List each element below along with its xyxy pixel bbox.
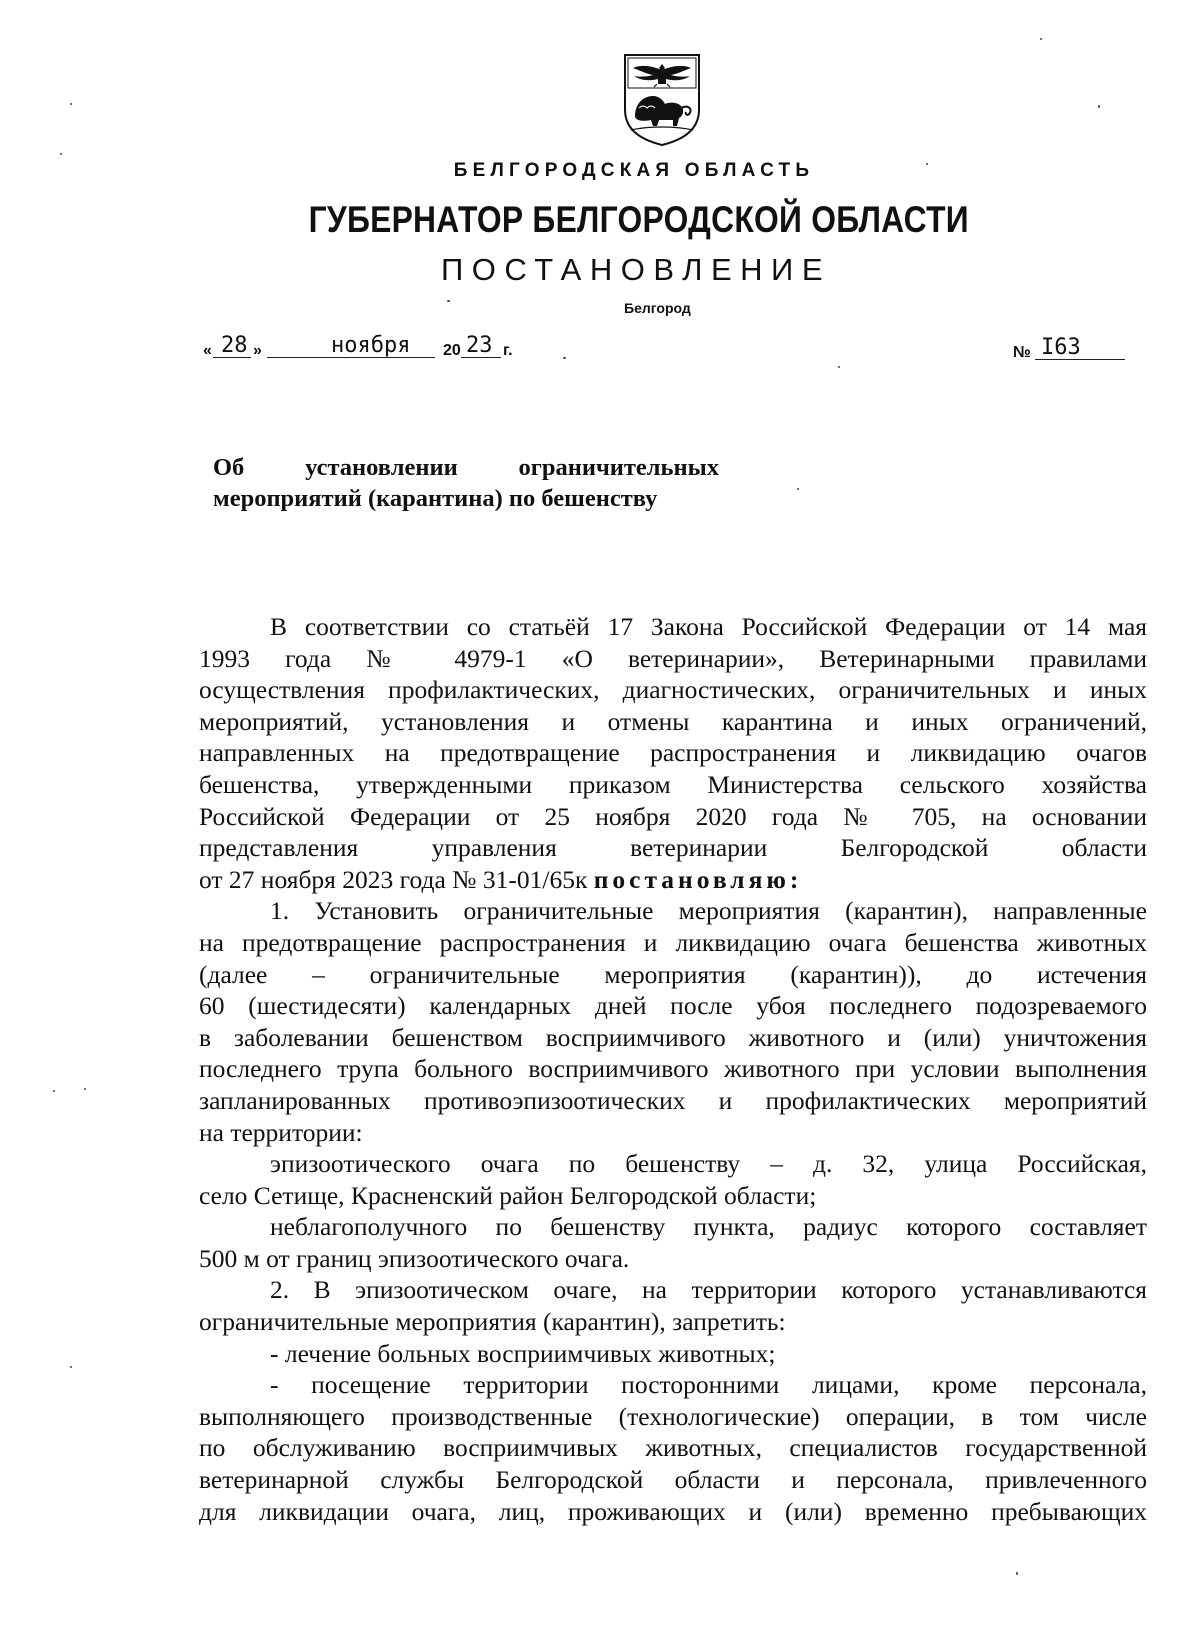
scan-speck — [60, 153, 62, 155]
body-line: осуществления профилактических, диагностических, ограничительных и иных — [199, 675, 1147, 705]
scan-speck — [563, 357, 566, 359]
scan-speck — [1040, 38, 1042, 40]
body-line: эпизоотического очага по бешенству – д. 32, улица Российская, — [270, 1149, 1147, 1179]
body-line: выполняющего производственные (технологические) операции, в том числе — [199, 1401, 1147, 1431]
scan-speck — [1098, 105, 1100, 108]
scan-speck — [447, 300, 450, 302]
body-line: неблагополучного по бешенству пункта, радиус которого составляет — [270, 1212, 1147, 1242]
body-line: в заболевании бешенством восприимчивого животного и (или) уничтожения — [199, 1022, 1147, 1052]
body-line: мероприятий, установления и отмены карантина и иных ограничений, — [199, 706, 1147, 736]
body-line: на предотвращение распространения и ликвидацию очага бешенства животных — [199, 927, 1147, 957]
title-line-1: Об установлении ограничительных — [213, 454, 719, 481]
title-line-2: мероприятий (карантина) по бешенству — [213, 485, 658, 512]
document-type: ПОСТАНОВЛЕНИЕ — [440, 252, 832, 287]
body-line: последнего трупа больного восприимчивого животного при условии выполнения — [199, 1054, 1147, 1084]
body-line: 1. Установить ограничительные мероприятия (карантин), направленные — [270, 896, 1147, 926]
date-close-quote: » — [253, 342, 262, 359]
body-line: 1993 года № 4979-1 «О ветеринарии», Ветеринарными правилами — [199, 643, 1147, 673]
body-line: запланированных противоэпизоотических и профилактических мероприятий — [199, 1085, 1147, 1115]
body-line: бешенства, утвержденными приказом Министерства сельского хозяйства — [199, 769, 1147, 799]
scan-speck — [53, 1090, 55, 1092]
body-line: по обслуживанию восприимчивых животных, специалистов государственной — [199, 1433, 1147, 1463]
body-line: 60 (шестидесяти) календарных дней после убоя последнего подозреваемого — [199, 991, 1147, 1021]
city-name: Белгород — [624, 300, 691, 316]
date-month: ноября — [331, 333, 411, 358]
body-line: (далее – ограничительные мероприятия (карантин)), до истечения — [199, 959, 1147, 989]
decree-word: постановляю: — [593, 864, 803, 894]
date-open-quote: « — [203, 342, 212, 359]
date-year-prefix: 20 — [443, 342, 461, 359]
decree-title — [213, 452, 719, 514]
date-year-suffix: 23 — [466, 333, 493, 358]
date-year-mark: г. — [503, 342, 513, 359]
decree-date — [203, 330, 533, 360]
belgorod-coat-of-arms-emblem — [619, 52, 705, 148]
body-line-with-decree-word: от 27 ноября 2023 года № 31-01/65к постановляю: — [199, 864, 803, 894]
body-line: направленных на предотвращение распространения и ликвидацию очагов — [199, 738, 1147, 768]
body-line: село Сетище, Красненский район Белгородской области; — [199, 1180, 817, 1210]
scan-speck — [1016, 1572, 1018, 1575]
body-line: - лечение больных восприимчивых животных; — [270, 1338, 776, 1368]
body-line: ограничительные мероприятия (карантин), запретить: — [199, 1307, 786, 1337]
body-line: Российской Федерации от 25 ноября 2020 года № 705, на основании — [199, 801, 1147, 831]
body-line: для ликвидации очага, лиц, проживающих и (или) временно пребывающих — [199, 1496, 1147, 1526]
scan-speck — [84, 1088, 86, 1090]
decree-body — [199, 611, 1147, 1527]
scan-speck — [70, 1366, 72, 1368]
body-line: ветеринарной службы Белгородской области и персонала, привлеченного — [199, 1465, 1147, 1495]
number-label: № — [1013, 344, 1031, 361]
region-name: БЕЛГОРОДСКАЯ ОБЛАСТЬ — [453, 160, 815, 181]
scan-speck — [797, 488, 799, 490]
body-line: - посещение территории посторонними лицами, кроме персонала, — [270, 1370, 1147, 1400]
body-line: представления управления ветеринарии Белгородской области — [199, 833, 1147, 863]
issuer-title: ГУБЕРНАТОР БЕЛГОРОДСКОЙ ОБЛАСТИ — [308, 199, 969, 240]
body-line: 2. В эпизоотическом очаге, на территории которого устанавливаются — [270, 1275, 1147, 1305]
number-value: I63 — [1041, 335, 1081, 360]
decree-number — [1013, 334, 1125, 362]
body-line: В соответствии со статьёй 17 Закона Российской Федерации от 14 мая — [270, 612, 1147, 641]
scan-speck — [838, 366, 840, 368]
body-line: 500 м от границ эпизоотического очага. — [199, 1243, 630, 1273]
body-line: на территории: — [199, 1117, 363, 1147]
scan-speck — [70, 103, 72, 105]
scan-speck — [926, 163, 928, 165]
date-day: 28 — [221, 333, 248, 358]
